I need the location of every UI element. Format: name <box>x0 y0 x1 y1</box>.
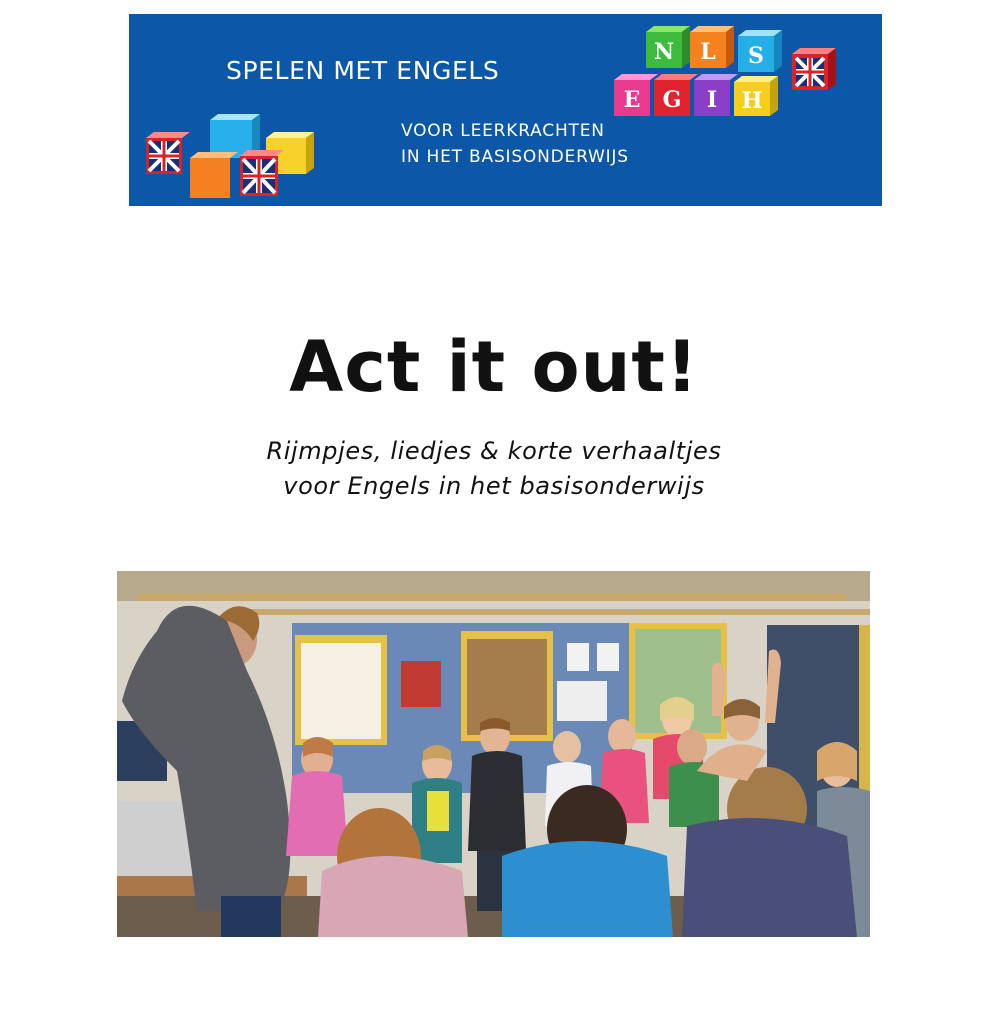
cube-g <box>654 74 698 116</box>
page-subtitle <box>0 434 988 504</box>
cube-letter-s: S <box>748 43 764 69</box>
classroom-photo <box>117 571 870 937</box>
classroom-photo-illustration <box>117 571 870 937</box>
banner-title: SPELEN MET ENGELS <box>226 56 500 85</box>
header-banner <box>129 14 882 206</box>
banner-subtitle-line2: IN HET BASISONDERWIJS <box>401 147 629 167</box>
subtitle-line2: voor Engels in het basisonderwijs <box>283 472 705 500</box>
cube-h <box>734 76 778 116</box>
page-title: Act it out! <box>289 326 699 408</box>
cube-i <box>694 74 738 116</box>
cube-letter-n: N <box>653 39 675 65</box>
letter-cubes-logo <box>614 26 844 118</box>
cube-l <box>690 26 734 68</box>
cube-letter-i: I <box>706 87 718 113</box>
banner-subtitle <box>401 118 629 170</box>
cube-s <box>738 30 782 72</box>
cube-letter-g: G <box>662 87 682 113</box>
uk-flag-icon <box>792 48 836 90</box>
flag-cubes-decoration <box>144 112 319 200</box>
cube-n <box>646 26 690 68</box>
banner-subtitle-line1: VOOR LEERKRACHTEN <box>401 121 605 141</box>
cube-letter-l: L <box>700 39 716 65</box>
cube-letter-e: E <box>623 87 641 113</box>
uk-flag-icon <box>240 150 284 196</box>
subtitle-line1: Rijmpjes, liedjes & korte verhaaltjes <box>266 437 722 465</box>
cube-letter-h: H <box>741 88 763 114</box>
uk-flag-icon <box>146 132 190 174</box>
cube-e <box>614 74 658 116</box>
